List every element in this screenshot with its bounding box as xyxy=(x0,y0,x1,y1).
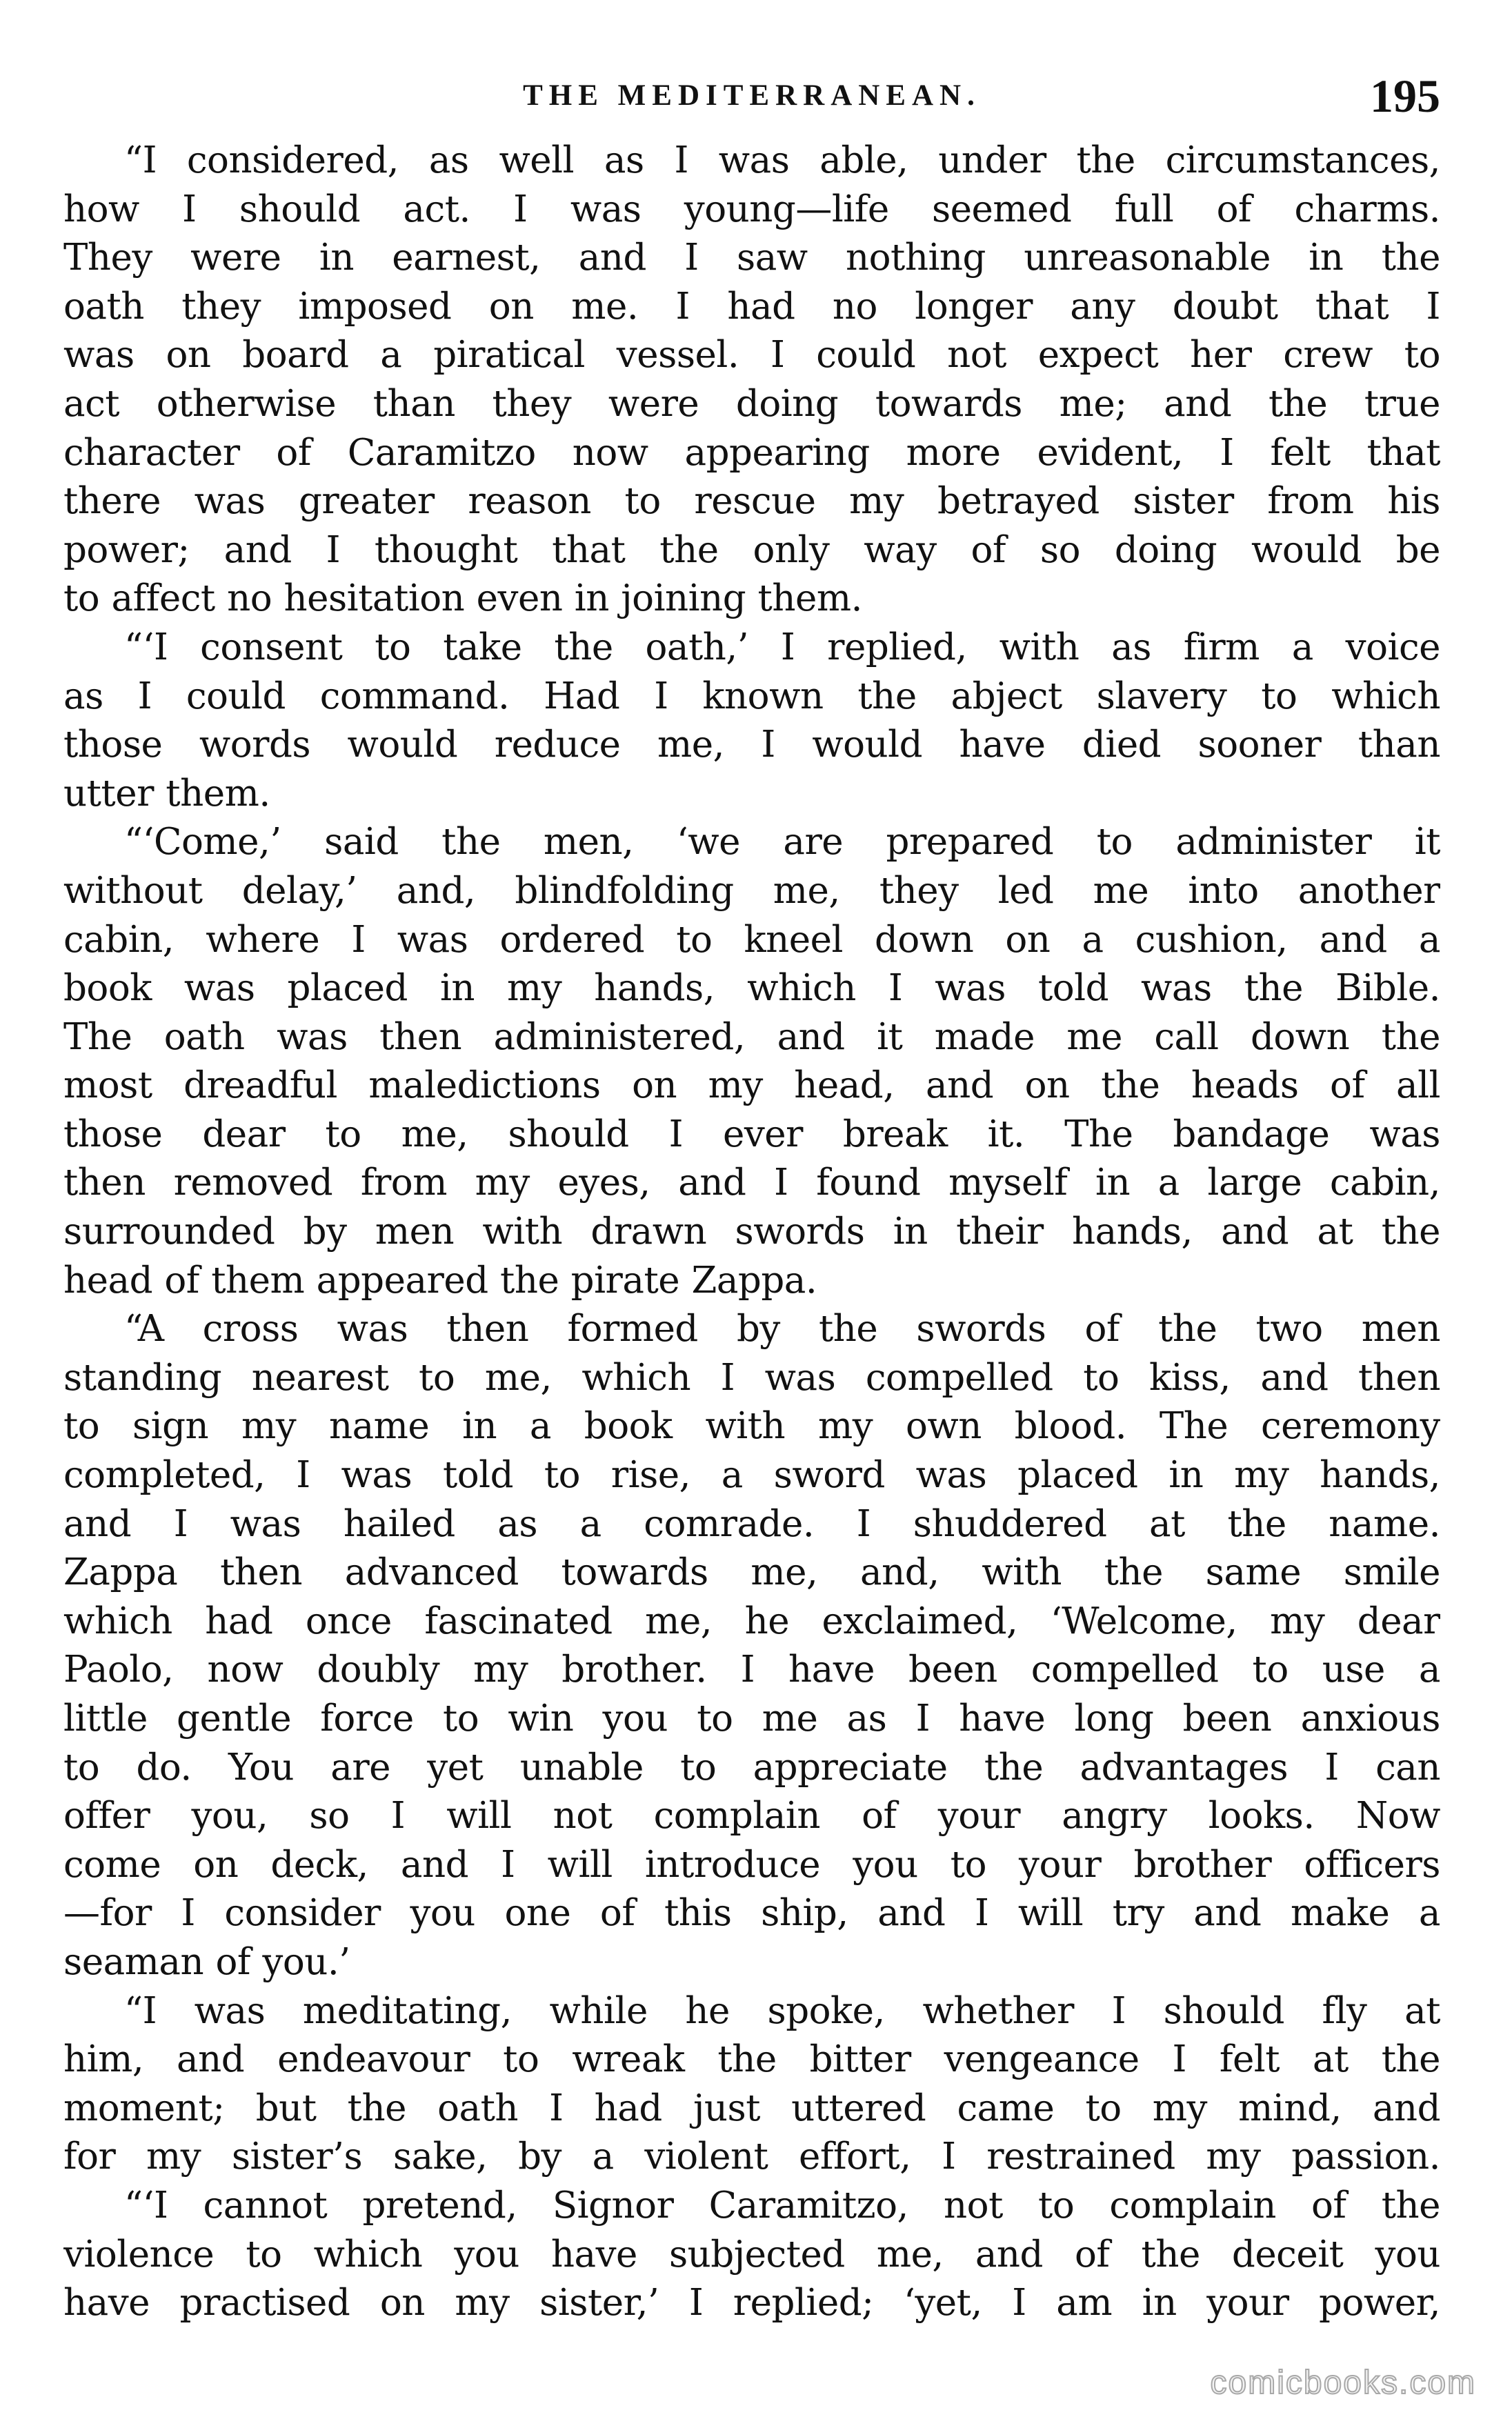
text-line: standing nearest to me, which I was compelled to kiss, and then xyxy=(63,1356,1440,1399)
text-line: there was greater reason to rescue my betrayed sister from his xyxy=(63,480,1440,523)
text-line: completed, I was told to rise, a sword was placed in my hands, xyxy=(63,1454,1440,1497)
text-line: how I should act. I was young—life seemed full of charms. xyxy=(63,188,1440,230)
text-line: “I was meditating, while he spoke, whether I should fly at xyxy=(124,1989,1440,2032)
text-line: was on board a piratical vessel. I could not expect her crew to xyxy=(63,334,1440,377)
text-line: head of them appeared the pirate Zappa. xyxy=(63,1259,817,1302)
text-line: those dear to me, should I ever break it. The bandage was xyxy=(63,1113,1440,1155)
text-line: “A cross was then formed by the swords of the two men xyxy=(124,1308,1440,1351)
text-line: surrounded by men with drawn swords in their hands, and at the xyxy=(63,1211,1440,1253)
text-line: to do. You are yet unable to appreciate the advantages I can xyxy=(63,1746,1440,1789)
running-head xyxy=(63,66,1440,130)
text-line: to affect no hesitation even in joining them. xyxy=(63,577,862,620)
text-line: —for I consider you one of this ship, and I will try and make a xyxy=(63,1892,1440,1935)
text-line: as I could command. Had I known the abject slavery to which xyxy=(63,675,1440,717)
header-title: THE MEDITERRANEAN. xyxy=(523,79,981,112)
text-line: “‘Come,’ said the men, ‘we are prepared to administer it xyxy=(124,821,1440,864)
text-line: “‘I cannot pretend, Signor Caramitzo, not to complain of the xyxy=(124,2184,1440,2227)
text-line: him, and endeavour to wreak the bitter vengeance I felt at the xyxy=(63,2038,1440,2081)
text-line: without delay,’ and, blindfolding me, they led me into another xyxy=(63,869,1440,912)
page-number: 195 xyxy=(1370,70,1440,122)
text-line: to sign my name in a book with my own blood. The ceremony xyxy=(63,1405,1440,1448)
text-line: They were in earnest, and I saw nothing unreasonable in the xyxy=(63,237,1440,279)
text-line: “I considered, as well as I was able, under the circumstances, xyxy=(124,139,1440,181)
text-line: and I was hailed as a comrade. I shuddered at the name. xyxy=(63,1502,1440,1545)
text-line: then removed from my eyes, and I found myself in a large cabin, xyxy=(63,1162,1440,1204)
text-line: oath they imposed on me. I had no longer any doubt that I xyxy=(63,285,1440,328)
text-line: come on deck, and I will introduce you to your brother officers xyxy=(63,1843,1440,1886)
text-line: Paolo, now doubly my brother. I have been compelled to use a xyxy=(63,1649,1440,1691)
body-text xyxy=(63,137,1440,2328)
text-line: The oath was then administered, and it made me call down the xyxy=(63,1015,1440,1058)
text-line: most dreadful maledictions on my head, and on the heads of all xyxy=(63,1064,1440,1107)
text-line: those words would reduce me, I would have died sooner than xyxy=(63,724,1440,766)
text-line: power; and I thought that the only way of so doing would be xyxy=(63,528,1440,571)
text-line: little gentle force to win you to me as I have long been anxious xyxy=(63,1698,1440,1740)
text-line: act otherwise than they were doing towards me; and the true xyxy=(63,382,1440,425)
text-line: “‘I consent to take the oath,’ I replied, with as firm a voice xyxy=(124,626,1440,668)
text-line: have practised on my sister,’ I replied; ‘yet, I am in your power, xyxy=(63,2282,1440,2325)
site-watermark: comicbooks.com xyxy=(1210,2365,1476,2401)
text-line: book was placed in my hands, which I was told was the Bible. xyxy=(63,967,1440,1010)
text-line: character of Caramitzo now appearing more evident, I felt that xyxy=(63,431,1440,474)
text-line: violence to which you have subjected me, and of the deceit you xyxy=(63,2233,1440,2276)
text-line: which had once fascinated me, he exclaimed, ‘Welcome, my dear xyxy=(63,1600,1440,1642)
text-line: moment; but the oath I had just uttered came to my mind, and xyxy=(63,2087,1440,2129)
text-line: seaman of you.’ xyxy=(63,1940,350,1983)
text-line: cabin, where I was ordered to kneel down on a cushion, and a xyxy=(63,918,1440,961)
text-line: for my sister’s sake, by a violent effort, I restrained my passion. xyxy=(63,2136,1440,2178)
text-line: utter them. xyxy=(63,772,270,815)
text-line: Zappa then advanced towards me, and, with the same smile xyxy=(63,1551,1440,1594)
text-line: offer you, so I will not complain of your angry looks. Now xyxy=(63,1795,1440,1838)
